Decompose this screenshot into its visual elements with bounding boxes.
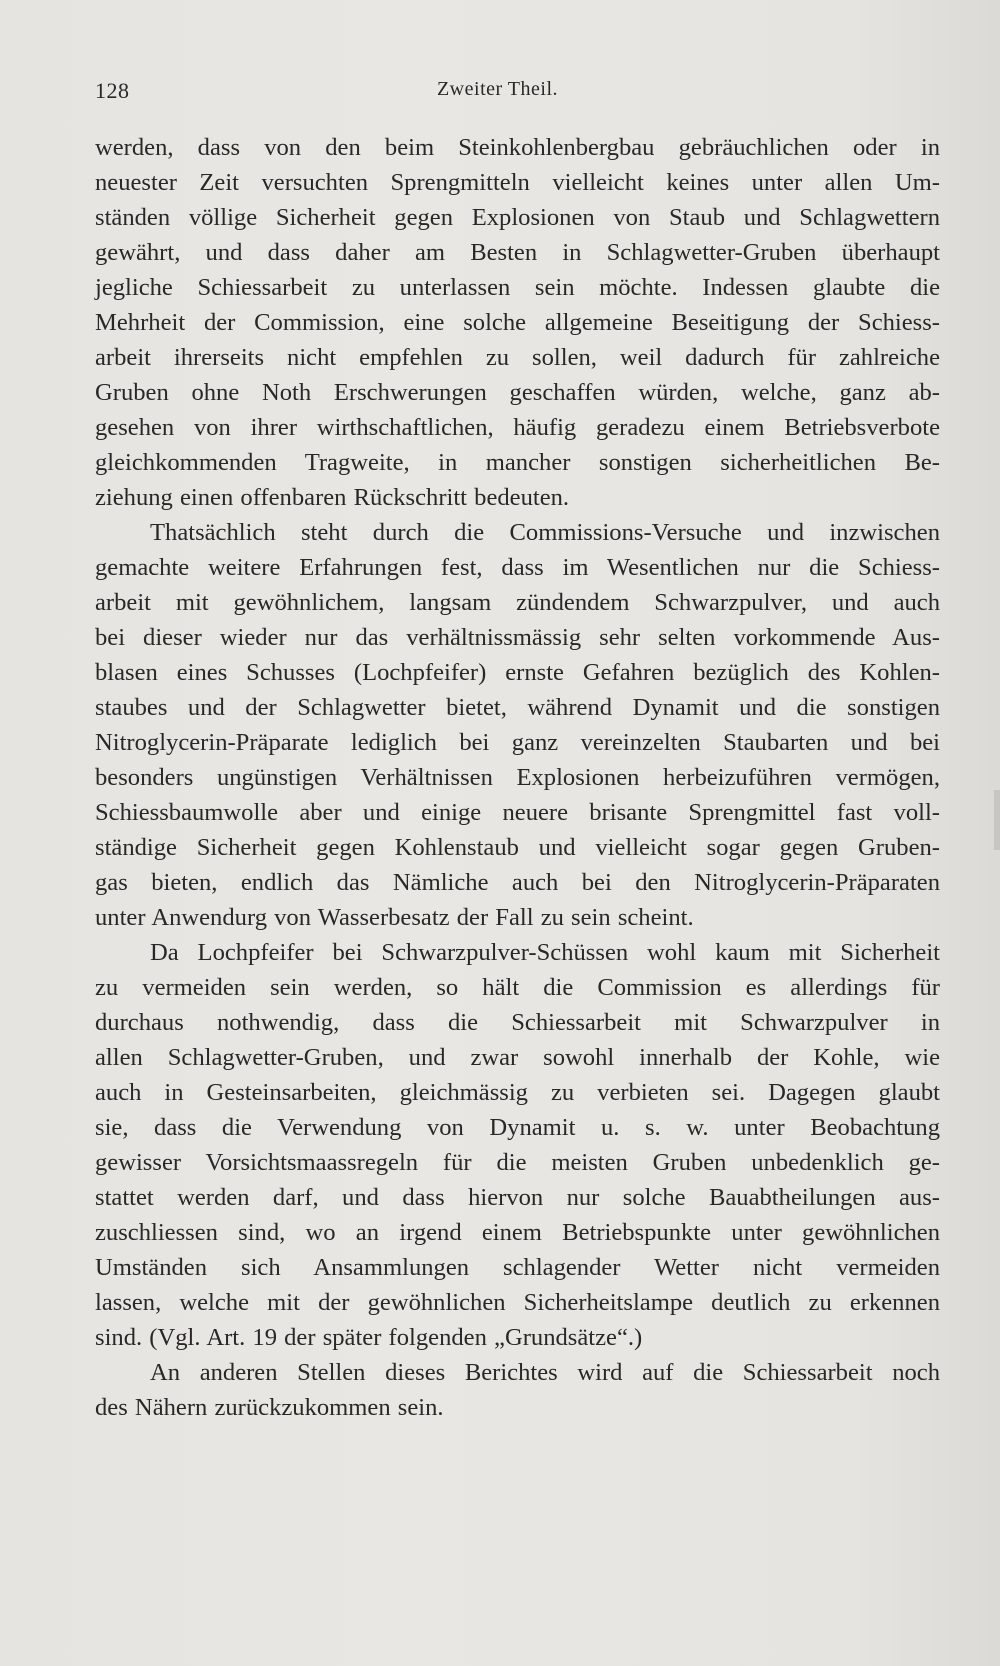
running-head: Zweiter Theil. (436, 78, 559, 100)
text-line: auch in Gesteinsarbeiten, gleichmässig zu verbieten sei. Dagegen glaubt (95, 1079, 940, 1106)
paragraph (95, 130, 940, 515)
text-line: gewährt, und dass daher am Besten in Schlagwetter-Gruben überhaupt (95, 239, 940, 266)
text-line: lassen, welche mit der gewöhnlichen Sicherheitslampe deutlich zu erkennen (95, 1289, 940, 1316)
text-line: arbeit ihrerseits nicht empfehlen zu sollen, weil dadurch für zahlreiche (95, 344, 940, 371)
text-line: gemachte weitere Erfahrungen fest, dass im Wesentlichen nur die Schiess- (95, 554, 940, 581)
text-line: neuester Zeit versuchten Sprengmitteln vielleicht keines unter allen Um- (95, 169, 940, 196)
text-line: gas bieten, endlich das Nämliche auch bei den Nitroglycerin-Präparaten (95, 869, 940, 896)
text-line: staubes und der Schlagwetter bietet, während Dynamit und die sonstigen (95, 694, 940, 721)
body-text (95, 130, 940, 1425)
page-edge-shadow (994, 790, 1000, 850)
text-line: ständen völlige Sicherheit gegen Explosionen von Staub und Schlagwettern (95, 204, 940, 231)
text-line: gesehen von ihrer wirthschaftlichen, häufig geradezu einem Betriebsverbote (95, 414, 940, 441)
text-line: allen Schlagwetter-Gruben, und zwar sowohl innerhalb der Kohle, wie (95, 1044, 940, 1071)
text-line: arbeit mit gewöhnlichem, langsam zündendem Schwarzpulver, und auch (95, 589, 940, 616)
text-line: Schiessbaumwolle aber und einige neuere brisante Sprengmittel fast voll- (95, 799, 940, 826)
text-line: ziehung einen offenbaren Rückschritt bedeuten. (95, 484, 570, 511)
page-number: 128 (95, 78, 130, 103)
text-line: Da Lochpfeifer bei Schwarzpulver-Schüssen wohl kaum mit Sicherheit (150, 939, 940, 966)
text-line: werden, dass von den beim Steinkohlenbergbau gebräuchlichen oder in (95, 134, 940, 161)
text-line: jegliche Schiessarbeit zu unterlassen sein möchte. Indessen glaubte die (95, 274, 940, 301)
text-line: unter Anwendurg von Wasserbesatz der Fall zu sein scheint. (95, 904, 694, 931)
text-line: des Nähern zurückzukommen sein. (95, 1394, 444, 1421)
paragraph (95, 1355, 940, 1425)
text-line: stattet werden darf, und dass hiervon nur solche Bauabtheilungen aus- (95, 1184, 940, 1211)
text-line: besonders ungünstigen Verhältnissen Explosionen herbeizuführen vermögen, (95, 764, 940, 791)
text-line: ständige Sicherheit gegen Kohlenstaub und vielleicht sogar gegen Gruben- (95, 834, 940, 861)
text-line: sie, dass die Verwendung von Dynamit u. s. w. unter Beobachtung (95, 1114, 940, 1141)
text-line: sind. (Vgl. Art. 19 der später folgenden „Grundsätze“.) (95, 1324, 643, 1351)
text-line: An anderen Stellen dieses Berichtes wird auf die Schiessarbeit noch (150, 1359, 940, 1386)
text-line: gewisser Vorsichtsmaassregeln für die meisten Gruben unbedenklich ge- (95, 1149, 940, 1176)
page-header (95, 78, 900, 108)
text-line: Nitroglycerin-Präparate lediglich bei ganz vereinzelten Staubarten und bei (95, 729, 940, 756)
paragraph (95, 515, 940, 935)
text-line: durchaus nothwendig, dass die Schiessarbeit mit Schwarzpulver in (95, 1009, 940, 1036)
text-line: zu vermeiden sein werden, so hält die Commission es allerdings für (95, 974, 940, 1001)
text-line: Gruben ohne Noth Erschwerungen geschaffen würden, welche, ganz ab- (95, 379, 940, 406)
text-line: gleichkommenden Tragweite, in mancher sonstigen sicherheitlichen Be- (95, 449, 940, 476)
text-line: blasen eines Schusses (Lochpfeifer) ernste Gefahren bezüglich des Kohlen- (95, 659, 940, 686)
paragraph (95, 935, 940, 1355)
text-line: Thatsächlich steht durch die Commissions-Versuche und inzwischen (150, 519, 940, 546)
text-line: zuschliessen sind, wo an irgend einem Betriebspunkte unter gewöhnlichen (95, 1219, 940, 1246)
text-line: Mehrheit der Commission, eine solche allgemeine Beseitigung der Schiess- (95, 309, 940, 336)
text-line: bei dieser wieder nur das verhältnissmässig sehr selten vorkommende Aus- (95, 624, 940, 651)
text-line: Umständen sich Ansammlungen schlagender Wetter nicht vermeiden (95, 1254, 940, 1281)
